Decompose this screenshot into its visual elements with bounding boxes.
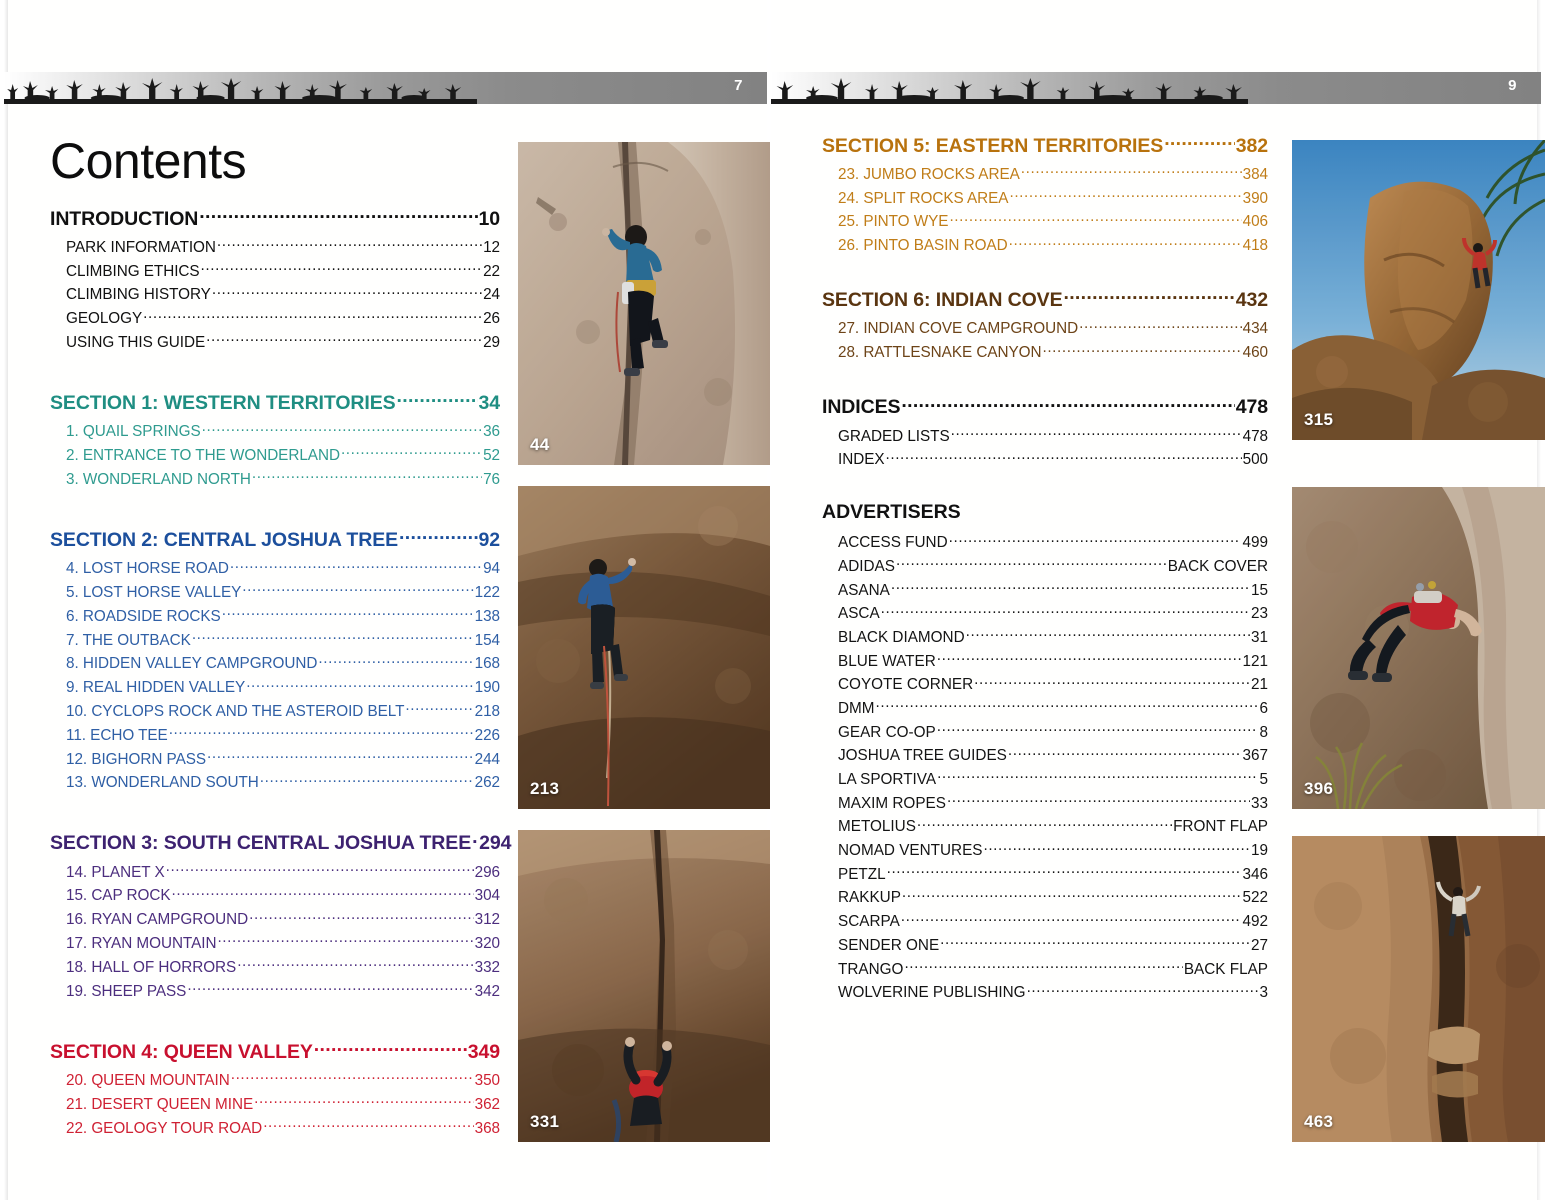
entry-label: SECTION 4: QUEEN VALLEY [50, 1040, 313, 1063]
toc-group-indices [822, 394, 1268, 470]
entry-page: 138 [474, 607, 500, 625]
entry-label: PARK INFORMATION [66, 238, 216, 256]
entry-label: 24. SPLIT ROCKS AREA [838, 189, 1009, 207]
leader-dots [1164, 132, 1235, 152]
leader-dots [263, 1117, 473, 1132]
toc-heading-section-3[interactable] [50, 830, 512, 856]
entry-page: 34 [478, 391, 500, 414]
entry-label: GRADED LISTS [838, 427, 950, 445]
entry-page: 5 [1259, 771, 1268, 789]
entry-label: 13. WONDERLAND SOUTH [66, 774, 259, 792]
leader-dots [202, 421, 482, 436]
leader-dots [881, 603, 1250, 618]
leader-dots [904, 958, 1182, 973]
toc-item-section-4-2[interactable] [50, 1093, 500, 1113]
toc-item-section-2-2[interactable] [50, 582, 500, 602]
toc-group-section-5 [822, 132, 1268, 255]
entry-page: 312 [474, 911, 500, 929]
entry-label: SECTION 2: CENTRAL JOSHUA TREE [50, 528, 399, 551]
toc-item-section-6-2[interactable] [822, 342, 1268, 362]
leader-dots [1021, 164, 1242, 179]
entry-label: 27. INDIAN COVE CAMPGROUND [838, 320, 1079, 338]
toc-item-section-4-3[interactable] [50, 1117, 500, 1137]
entry-label: BLUE WATER [838, 652, 936, 670]
leader-dots [318, 653, 473, 668]
advertiser-row-18[interactable] [822, 935, 1268, 955]
toc-item-section-2-9[interactable] [50, 748, 500, 768]
leader-dots [1079, 318, 1242, 333]
entry-page: BACK FLAP [1183, 960, 1268, 978]
leader-dots [947, 792, 1250, 807]
toc-item-section-6-1[interactable] [822, 318, 1268, 338]
entry-page: 19 [1250, 842, 1268, 860]
toc-group-section-2 [50, 526, 500, 792]
leader-dots [242, 582, 473, 597]
leader-dots [1009, 235, 1242, 250]
entry-page: 522 [1242, 889, 1268, 907]
advertiser-row-16[interactable] [822, 887, 1268, 907]
entry-page: 346 [1242, 865, 1268, 883]
entry-label: 12. BIGHORN PASS [66, 750, 207, 768]
advertiser-row-5[interactable] [822, 627, 1268, 647]
entry-label: DMM [838, 699, 875, 717]
leader-dots [896, 556, 1167, 571]
leader-dots [937, 650, 1242, 665]
entry-page: 368 [474, 1119, 500, 1137]
toc-group-section-4 [50, 1038, 500, 1137]
toc-item-section-3-6[interactable] [50, 980, 500, 1000]
entry-label: GEAR CO-OP [838, 723, 936, 741]
entry-page: 33 [1250, 794, 1268, 812]
entry-page: 218 [474, 702, 500, 720]
entry-label: SECTION 6: INDIAN COVE [822, 289, 1063, 312]
leader-dots [314, 1038, 467, 1058]
toc-heading-section-2[interactable] [50, 526, 500, 552]
leader-dots [201, 260, 483, 275]
leader-dots [252, 469, 482, 484]
entry-page: 434 [1242, 320, 1268, 338]
photo-caption: 463 [1304, 1112, 1334, 1131]
toc-item-section-2-4[interactable] [50, 629, 500, 649]
entry-label: 16. RYAN CAMPGROUND [66, 911, 249, 929]
folio-right: 9 [1508, 77, 1517, 94]
entry-label: 18. HALL OF HORRORS [66, 958, 237, 976]
entry-page: 342 [474, 982, 500, 1000]
advertiser-row-8[interactable] [822, 698, 1268, 718]
entry-label: 10. CYCLOPS ROCK AND THE ASTEROID BELT [66, 702, 405, 720]
entry-page: 24 [483, 286, 500, 304]
photo-chimney-climber[interactable] [1292, 836, 1545, 1142]
entry-label: SECTION 1: WESTERN TERRITORIES [50, 391, 396, 414]
entry-label: 5. LOST HORSE VALLEY [66, 583, 242, 601]
group-spacer [50, 492, 500, 526]
photo-roof-climber-red[interactable] [1292, 487, 1545, 809]
entry-page: 23 [1250, 605, 1268, 623]
toc-item-introduction-1[interactable] [50, 237, 500, 257]
entry-page: 294 [479, 832, 512, 855]
toc-item-section-3-3[interactable] [50, 909, 500, 929]
toc-item-introduction-5[interactable] [50, 332, 500, 352]
entry-label: 17. RYAN MOUNTAIN [66, 935, 217, 953]
entry-page: 492 [1242, 913, 1268, 931]
leader-dots [891, 579, 1250, 594]
toc-right-column [822, 132, 1268, 1006]
entry-page: 296 [474, 863, 500, 881]
leader-dots [949, 532, 1242, 547]
leader-dots [169, 724, 474, 739]
entry-page: 500 [1242, 451, 1268, 469]
toc-item-section-2-10[interactable] [50, 772, 500, 792]
leader-dots [199, 205, 477, 225]
entry-label: USING THIS GUIDE [66, 333, 206, 351]
leader-dots [212, 284, 482, 299]
advertiser-row-6[interactable] [822, 650, 1268, 670]
toc-item-section-1-2[interactable] [50, 445, 500, 465]
advertiser-row-15[interactable] [822, 864, 1268, 884]
toc-item-section-1-3[interactable] [50, 469, 500, 489]
photo-boulder-tower-sky[interactable] [1292, 140, 1545, 440]
entry-page: 362 [474, 1095, 500, 1113]
advertiser-row-19[interactable] [822, 958, 1268, 978]
entry-page: 168 [474, 655, 500, 673]
toc-item-section-2-6[interactable] [50, 677, 500, 697]
advertiser-row-4[interactable] [822, 603, 1268, 623]
entry-page: 31 [1250, 628, 1268, 646]
toc-left-column [50, 205, 512, 1141]
advertiser-row-14[interactable] [822, 840, 1268, 860]
toc-item-indices-2[interactable] [822, 449, 1268, 469]
leader-dots [237, 957, 473, 972]
entry-label: INTRODUCTION [50, 207, 199, 230]
entry-page: 22 [483, 262, 500, 280]
entry-label: ADIDAS [838, 557, 895, 575]
entry-page: 52 [483, 447, 500, 465]
leader-dots [901, 911, 1242, 926]
entry-page: 406 [1242, 213, 1268, 231]
leader-dots [983, 840, 1250, 855]
photo-art [518, 830, 770, 1142]
advertiser-row-10[interactable] [822, 745, 1268, 765]
entry-label: RAKKUP [838, 889, 901, 907]
photo-caption: 331 [530, 1112, 560, 1131]
leader-dots [876, 698, 1259, 713]
entry-page: 15 [1250, 581, 1268, 599]
toc-item-indices-1[interactable] [822, 425, 1268, 445]
leader-dots [399, 526, 477, 546]
leader-dots [260, 772, 474, 787]
photo-offwidth-red-helmet[interactable] [518, 830, 770, 1142]
entry-page: 262 [474, 774, 500, 792]
leader-dots [966, 627, 1250, 642]
entry-label: COYOTE CORNER [838, 676, 974, 694]
leader-dots [949, 211, 1241, 226]
toc-item-section-2-5[interactable] [50, 653, 500, 673]
toc-group-section-1 [50, 389, 500, 488]
entry-label: INDEX [838, 451, 885, 469]
entry-page: 244 [474, 750, 500, 768]
toc-item-section-2-3[interactable] [50, 605, 500, 625]
entry-page: 226 [474, 726, 500, 744]
folio-left: 7 [734, 77, 743, 94]
entry-page: 94 [483, 560, 500, 578]
advertiser-row-13[interactable] [822, 816, 1268, 836]
toc-item-section-3-5[interactable] [50, 957, 500, 977]
entry-page: 76 [483, 470, 500, 488]
page-edge-left [4, 0, 8, 1200]
photo-caption: 213 [530, 779, 560, 798]
photo-art [1292, 140, 1545, 440]
group-spacer [50, 796, 500, 830]
toc-heading-indices[interactable] [822, 394, 1268, 420]
entry-page: 92 [478, 528, 500, 551]
toc-item-section-2-8[interactable] [50, 724, 500, 744]
leader-dots [405, 701, 473, 716]
leader-dots [187, 980, 473, 995]
entry-page: 460 [1242, 344, 1268, 362]
entry-label: 14. PLANET X [66, 863, 165, 881]
entry-page: 6 [1259, 699, 1268, 717]
group-spacer [822, 473, 1268, 501]
toc-heading-section-6[interactable] [822, 287, 1268, 313]
advertiser-row-3[interactable] [822, 579, 1268, 599]
leader-dots [1008, 745, 1242, 760]
page-title: Contents [50, 133, 247, 189]
entry-page: 10 [478, 207, 500, 230]
toc-item-introduction-2[interactable] [50, 260, 500, 280]
leader-dots [217, 237, 482, 252]
entry-page: FRONT FLAP [1173, 818, 1268, 836]
leader-dots [937, 769, 1258, 784]
entry-label: INDICES [822, 396, 901, 419]
toc-group-section-6 [822, 287, 1268, 363]
advertisers-title: ADVERTISERS [822, 500, 961, 523]
leader-dots [166, 861, 474, 876]
leader-dots [172, 885, 474, 900]
entry-page: 29 [483, 333, 500, 351]
entry-label: MAXIM ROPES [838, 794, 946, 812]
entry-label: 28. RATTLESNAKE CANYON [838, 344, 1042, 362]
entry-page: 320 [474, 935, 500, 953]
toc-item-section-3-2[interactable] [50, 885, 500, 905]
toc-item-section-5-1[interactable] [822, 164, 1268, 184]
entry-page: 12 [483, 238, 500, 256]
group-spacer [50, 355, 500, 389]
entry-label: 1. QUAIL SPRINGS [66, 423, 201, 441]
entry-label: 20. QUEEN MOUNTAIN [66, 1071, 230, 1089]
entry-page: 122 [474, 583, 500, 601]
entry-page: 384 [1242, 165, 1268, 183]
advertiser-row-20[interactable] [822, 982, 1268, 1002]
photo-caption: 44 [530, 435, 550, 454]
entry-label: 11. ECHO TEE [66, 726, 168, 744]
advertiser-row-12[interactable] [822, 792, 1268, 812]
entry-label: ASANA [838, 581, 890, 599]
running-header-right [771, 72, 1541, 104]
entry-page: 367 [1242, 747, 1268, 765]
entry-page: 8 [1259, 723, 1268, 741]
entry-page: 478 [1235, 396, 1268, 419]
entry-page: 390 [1242, 189, 1268, 207]
leader-dots [902, 887, 1242, 902]
entry-page: 27 [1250, 936, 1268, 954]
toc-item-introduction-3[interactable] [50, 284, 500, 304]
entry-page: 432 [1235, 289, 1268, 312]
leader-dots [940, 935, 1250, 950]
entry-label: CLIMBING HISTORY [66, 286, 211, 304]
toc-item-introduction-4[interactable] [50, 308, 500, 328]
entry-label: 19. SHEEP PASS [66, 982, 187, 1000]
photo-art [518, 142, 770, 465]
entry-page: 350 [474, 1071, 500, 1089]
group-spacer [822, 259, 1268, 287]
joshua-tree-silhouette-icon [771, 78, 1248, 104]
entry-page: 304 [474, 887, 500, 905]
entry-page: 382 [1235, 134, 1268, 157]
entry-page: 154 [474, 631, 500, 649]
entry-label: LA SPORTIVA [838, 771, 937, 789]
leader-dots [231, 1070, 474, 1085]
joshua-tree-silhouette-icon [4, 78, 477, 104]
entry-label: BLACK DIAMOND [838, 628, 965, 646]
entry-page: 3 [1259, 984, 1268, 1002]
leader-dots [246, 677, 473, 692]
leader-dots [397, 389, 478, 409]
leader-dots [917, 816, 1172, 831]
toc-item-section-2-7[interactable] [50, 701, 500, 721]
leader-dots [249, 909, 474, 924]
entry-page: BACK COVER [1167, 557, 1268, 575]
photo-slab-climber-blue[interactable] [518, 486, 770, 809]
entry-label: 8. HIDDEN VALLEY CAMPGROUND [66, 655, 318, 673]
toc-item-section-4-1[interactable] [50, 1070, 500, 1090]
entry-page: 121 [1242, 652, 1268, 670]
leader-dots [192, 629, 474, 644]
entry-label: ACCESS FUND [838, 534, 948, 552]
toc-item-section-5-2[interactable] [822, 187, 1268, 207]
entry-label: METOLIUS [838, 818, 916, 836]
leader-dots [1009, 187, 1241, 202]
toc-item-section-1-1[interactable] [50, 421, 500, 441]
entry-label: NOMAD VENTURES [838, 842, 983, 860]
leader-dots [1042, 342, 1241, 357]
leader-dots [937, 721, 1259, 736]
entry-label: SCARPA [838, 913, 900, 931]
leader-dots [1027, 982, 1259, 997]
advertiser-row-17[interactable] [822, 911, 1268, 931]
entry-label: 7. THE OUTBACK [66, 631, 191, 649]
entry-label: 21. DESERT QUEEN MINE [66, 1095, 254, 1113]
toc-group-section-3 [50, 830, 512, 1001]
entry-label: 23. JUMBO ROCKS AREA [838, 165, 1020, 183]
entry-label: 6. ROADSIDE ROCKS [66, 607, 221, 625]
advertiser-row-11[interactable] [822, 769, 1268, 789]
entry-label: SECTION 3: SOUTH CENTRAL JOSHUA TREE [50, 832, 472, 855]
entry-label: WOLVERINE PUBLISHING [838, 984, 1026, 1002]
entry-label: JOSHUA TREE GUIDES [838, 747, 1007, 765]
leader-dots [217, 933, 473, 948]
toc-heading-section-4[interactable] [50, 1038, 500, 1064]
leader-dots [341, 445, 482, 460]
entry-label: 26. PINTO BASIN ROAD [838, 237, 1008, 255]
entry-page: 349 [467, 1040, 500, 1063]
entry-label: GEOLOGY [66, 310, 143, 328]
entry-page: 499 [1242, 534, 1268, 552]
photo-art [518, 486, 770, 809]
toc-heading-introduction[interactable] [50, 205, 500, 231]
entry-page: 478 [1242, 427, 1268, 445]
entry-label: SECTION 5: EASTERN TERRITORIES [822, 134, 1164, 157]
photo-caption: 396 [1304, 779, 1334, 798]
advertiser-row-2[interactable] [822, 556, 1268, 576]
running-header-left [4, 72, 767, 104]
leader-dots [974, 674, 1250, 689]
advertiser-row-9[interactable] [822, 721, 1268, 741]
toc-item-section-5-3[interactable] [822, 211, 1268, 231]
group-spacer [822, 366, 1268, 394]
entry-label: 9. REAL HIDDEN VALLEY [66, 679, 246, 697]
leader-dots [886, 449, 1242, 464]
entry-page: 21 [1250, 676, 1268, 694]
entry-label: 22. GEOLOGY TOUR ROAD [66, 1119, 263, 1137]
group-spacer [50, 1004, 500, 1038]
entry-label: ASCA [838, 605, 880, 623]
toc-heading-section-5[interactable] [822, 132, 1268, 158]
toc-item-section-2-1[interactable] [50, 558, 500, 578]
entry-label: 15. CAP ROCK [66, 887, 171, 905]
advertiser-row-7[interactable] [822, 674, 1268, 694]
leader-dots [143, 308, 482, 323]
leader-dots [207, 748, 474, 763]
entry-label: 4. LOST HORSE ROAD [66, 560, 229, 578]
leader-dots [901, 394, 1234, 414]
advertiser-row-1[interactable] [822, 532, 1268, 552]
entry-page: 36 [483, 423, 500, 441]
entry-label: CLIMBING ETHICS [66, 262, 200, 280]
toc-heading-section-1[interactable] [50, 389, 500, 415]
leader-dots [254, 1093, 474, 1108]
leader-dots [1064, 287, 1235, 307]
entry-label: 25. PINTO WYE [838, 213, 949, 231]
photo-crack-climber-blue[interactable] [518, 142, 770, 465]
entry-page: 332 [474, 958, 500, 976]
leader-dots [887, 864, 1242, 879]
leader-dots [222, 605, 474, 620]
entry-label: PETZL [838, 865, 886, 883]
entry-page: 190 [474, 679, 500, 697]
leader-dots [230, 558, 482, 573]
entry-page: 26 [483, 310, 500, 328]
toc-item-section-5-4[interactable] [822, 235, 1268, 255]
leader-dots [472, 830, 478, 850]
entry-label: 3. WONDERLAND NORTH [66, 470, 251, 488]
entry-label: TRANGO [838, 960, 904, 978]
entry-page: 418 [1242, 237, 1268, 255]
toc-group-introduction [50, 205, 500, 352]
photo-art [1292, 487, 1545, 809]
entry-label: 2. ENTRANCE TO THE WONDERLAND [66, 447, 340, 465]
leader-dots [206, 332, 482, 347]
photo-caption: 315 [1304, 410, 1334, 429]
leader-dots [951, 425, 1242, 440]
entry-label: SENDER ONE [838, 936, 940, 954]
toc-item-section-3-1[interactable] [50, 861, 500, 881]
photo-art [1292, 836, 1545, 1142]
toc-item-section-3-4[interactable] [50, 933, 500, 953]
